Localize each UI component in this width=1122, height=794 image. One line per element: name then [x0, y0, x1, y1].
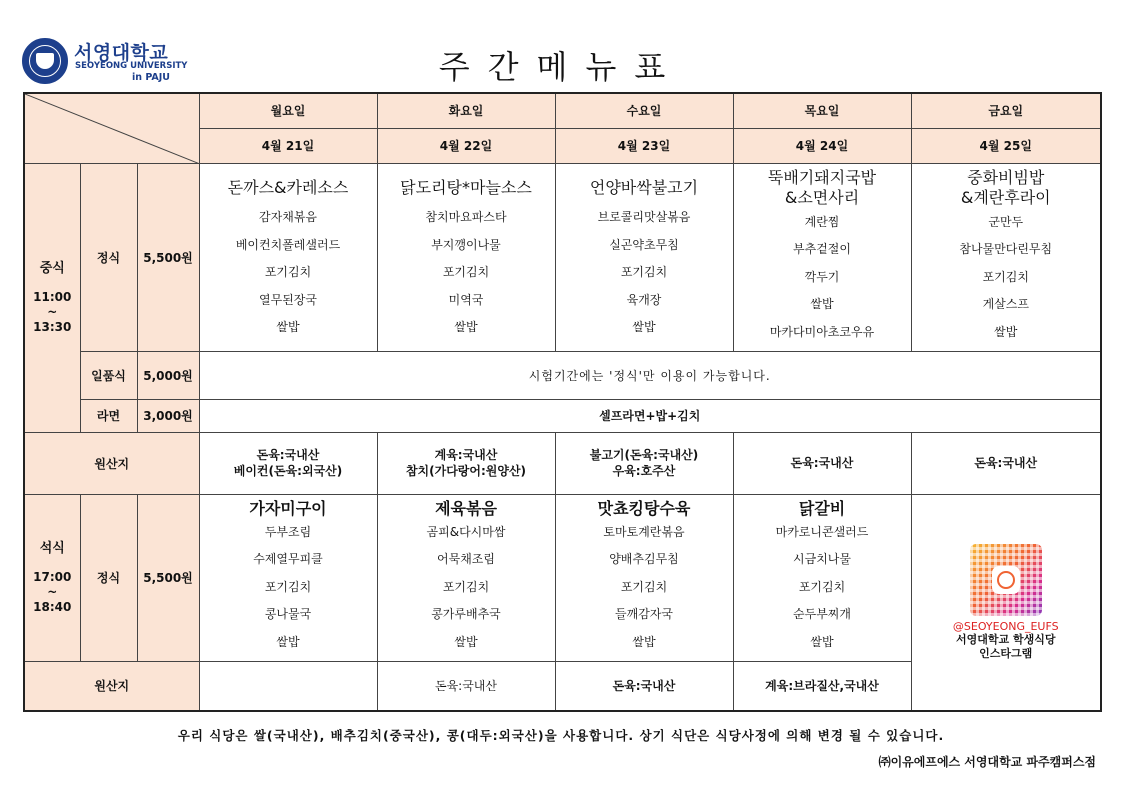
date-header: 4월 22일 [377, 128, 555, 163]
side-dish: 어묵채조림 [437, 552, 495, 567]
origin-info: 불고기(돈육:국내산) 우육:호주산 [555, 432, 733, 494]
side-dish: 포기김치 [982, 269, 1029, 284]
dinner-set-price: 5,500원 [137, 494, 199, 661]
main-dish: 언양바싹불고기 [589, 178, 699, 198]
main-dish: 뚝배기돼지국밥 &소면사리 [767, 167, 877, 207]
date-header: 4월 24일 [733, 128, 911, 163]
side-dish: 쌀밥 [632, 634, 656, 649]
ramen-price: 3,000원 [137, 399, 199, 432]
dinner-origin-label: 원산지 [24, 661, 199, 711]
side-dish: 쌀밥 [276, 320, 300, 335]
lunch-time-start: 11:00 [33, 289, 72, 304]
lunch-set-price: 5,500원 [137, 163, 199, 351]
main-dish: 제육볶음 [435, 498, 497, 518]
dinner-menu-thu [733, 494, 911, 661]
weekly-menu-table [23, 92, 1102, 712]
side-dish: 부지깽이나물 [431, 237, 501, 252]
dinner-menu-wed [555, 494, 733, 661]
main-dish: 가자미구이 [249, 498, 327, 518]
side-dish: 콩가루배추국 [431, 607, 501, 622]
side-dish: 포기김치 [442, 579, 490, 594]
side-dish: 포기김치 [442, 265, 490, 280]
side-dish: 쌀밥 [454, 320, 478, 335]
side-dish: 순두부찌개 [793, 607, 851, 622]
side-dish: 수제열무피클 [253, 552, 323, 567]
side-dish: 브로콜리맛살볶음 [597, 210, 691, 225]
lunch-label-cell [24, 163, 80, 432]
lunch-menu-wed [555, 163, 733, 351]
ramen-menu: 셀프라면+밥+김치 [199, 399, 1101, 432]
day-header: 월요일 [199, 93, 377, 128]
side-dish: 쌀밥 [276, 634, 300, 649]
lunch-time-end: 13:30 [33, 319, 72, 334]
side-dish: 콩나물국 [264, 607, 312, 622]
lunch-label: 중식 [39, 260, 65, 276]
origin-info: 돈육:국내산 [911, 432, 1101, 494]
corner-diagonal [25, 94, 200, 164]
origin-info: 계육:브라질산,국내산 [733, 661, 911, 711]
corner-cell [24, 93, 199, 163]
side-dish: 깍두기 [804, 269, 840, 284]
instagram-cell [911, 494, 1101, 711]
origin-info: 돈육:국내산 베이컨(돈육:외국산) [199, 432, 377, 494]
main-dish: 중화비빔밥 &계란후라이 [960, 167, 1051, 207]
side-dish: 육개장 [626, 292, 662, 307]
logo-name-kr: 서영대학교 [74, 42, 169, 64]
single-dish-label: 일품식 [80, 351, 137, 399]
origin-info: 돈육:국내산 [555, 661, 733, 711]
day-header: 수요일 [555, 93, 733, 128]
origin-info [199, 661, 377, 711]
instagram-handle[interactable]: @SEOYEONG_EUFS [952, 619, 1059, 633]
date-header: 4월 23일 [555, 128, 733, 163]
footer-notice: 우리 식당은 쌀(국내산), 배추김치(중국산), 콩(대두:외국산)을 사용합니다. 상기 식단은 식당사정에 의해 변경 될 수 있습니다. [177, 728, 945, 743]
side-dish: 포기김치 [620, 265, 668, 280]
origin-info: 돈육:국내산 [377, 661, 555, 711]
day-header: 목요일 [733, 93, 911, 128]
side-dish: 실곤약초무침 [609, 237, 679, 252]
dinner-menu-tue [377, 494, 555, 661]
side-dish: 쌀밥 [810, 297, 834, 312]
origin-info: 계육:국내산 참치(가다랑어:원양산) [377, 432, 555, 494]
side-dish: 쌀밥 [632, 320, 656, 335]
side-dish: 포기김치 [620, 579, 668, 594]
day-header: 화요일 [377, 93, 555, 128]
side-dish: 미역국 [448, 292, 484, 307]
side-dish: 군만두 [988, 214, 1024, 229]
date-header: 4월 25일 [911, 128, 1101, 163]
exam-period-notice: 시험기간에는 '정식'만 이용이 가능합니다. [199, 351, 1101, 399]
side-dish: 참나물만다린무침 [959, 242, 1053, 257]
side-dish: 부추겉절이 [793, 242, 851, 257]
side-dish: 계란찜 [804, 214, 840, 229]
side-dish: 시금치나물 [793, 552, 851, 567]
side-dish: 양배추김무침 [609, 552, 679, 567]
side-dish: 감자채볶음 [259, 210, 317, 225]
side-dish: 포기김치 [798, 579, 846, 594]
dinner-label: 석식 [39, 540, 65, 556]
side-dish: 두부조림 [264, 524, 312, 539]
side-dish: 마카다미아초코우유 [769, 324, 875, 339]
date-header: 4월 21일 [199, 128, 377, 163]
logo-campus: in PAJU [132, 72, 171, 83]
side-dish: 들깨감자국 [615, 607, 673, 622]
lunch-origin-label: 원산지 [24, 432, 199, 494]
dinner-menu-mon [199, 494, 377, 661]
side-dish: 쌀밥 [810, 634, 834, 649]
side-dish: 곰피&다시마쌈 [426, 524, 506, 539]
main-dish: 돈까스&카레소스 [227, 178, 349, 198]
page-title: 주간메뉴표 [438, 48, 684, 86]
footer-company: ㈜이유에프에스 서영대학교 파주캠퍼스점 [878, 755, 1096, 769]
instagram-qr-icon[interactable] [970, 544, 1042, 616]
origin-info: 돈육:국내산 [733, 432, 911, 494]
side-dish: 포기김치 [264, 265, 312, 280]
side-dish: 쌀밥 [994, 324, 1018, 339]
lunch-menu-tue [377, 163, 555, 351]
main-dish: 맛쵸킹탕수육 [597, 498, 691, 518]
side-dish: 열무된장국 [259, 292, 317, 307]
side-dish: 게살스프 [982, 297, 1029, 312]
lunch-set-label: 정식 [80, 163, 137, 351]
day-header: 금요일 [911, 93, 1101, 128]
main-dish: 닭갈비 [798, 498, 846, 518]
single-dish-price: 5,000원 [137, 351, 199, 399]
side-dish: 참치마요파스타 [425, 210, 507, 225]
logo-name-en: SEOYEONG UNIVERSITY [75, 61, 188, 71]
dinner-time-tilde: ~ [47, 584, 58, 599]
ramen-label: 라면 [80, 399, 137, 432]
dinner-time-start: 17:00 [33, 569, 72, 584]
side-dish: 포기김치 [264, 579, 312, 594]
lunch-menu-fri [911, 163, 1101, 351]
side-dish: 베이컨치폴레샐러드 [235, 237, 341, 252]
side-dish: 쌀밥 [454, 634, 478, 649]
dinner-label-cell [24, 494, 80, 661]
lunch-menu-thu [733, 163, 911, 351]
dinner-set-label: 정식 [80, 494, 137, 661]
lunch-menu-mon [199, 163, 377, 351]
main-dish: 닭도리탕*마늘소스 [400, 178, 532, 198]
lunch-time-tilde: ~ [47, 304, 58, 319]
side-dish: 마카로니콘샐러드 [775, 524, 869, 539]
instagram-caption: 서영대학교 학생식당 인스타그램 [956, 632, 1056, 660]
dinner-time-end: 18:40 [33, 599, 72, 614]
side-dish: 토마토계란볶음 [603, 524, 685, 539]
